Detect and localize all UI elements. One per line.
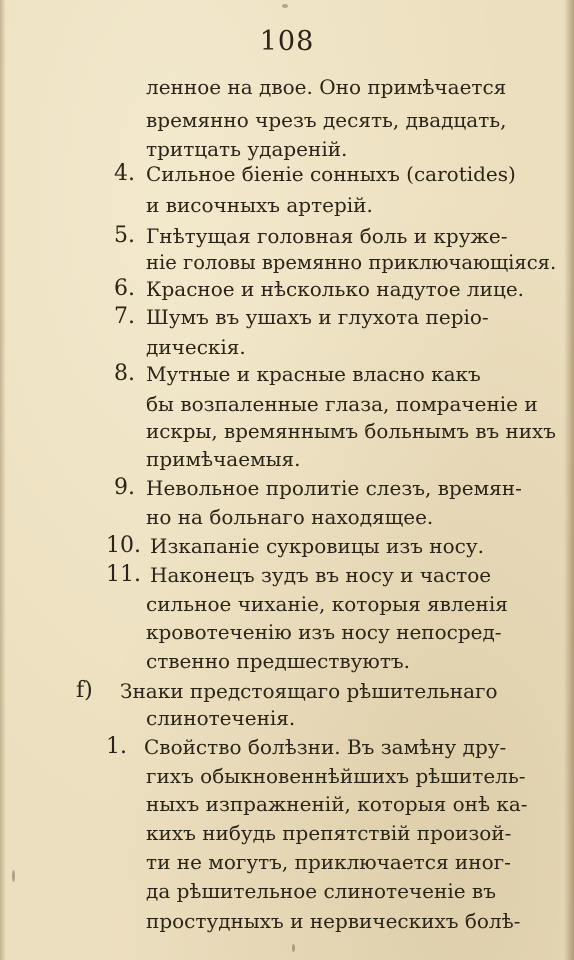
- line-text: Свойство болѣзни. Въ замѣну дру-: [144, 735, 507, 759]
- item-number: 9.: [114, 475, 135, 500]
- line-text: бы возпаленные глаза, помраченiе и: [146, 392, 538, 416]
- line-text: кихъ нибудь препятствiй произой-: [146, 821, 512, 845]
- line-text: гихъ обыкновеннѣйшихъ рѣшитель-: [146, 764, 526, 788]
- line-text: Изкапанiе сукровицы изъ носу.: [150, 534, 485, 558]
- line-text: да рѣшительное слинотеченiе въ: [146, 879, 496, 903]
- item-number: 4.: [114, 161, 135, 186]
- line-text: слинотеченiя.: [146, 706, 296, 730]
- line-text: искры, времяннымъ больнымъ въ нихъ: [146, 419, 556, 443]
- line-text: и височныхъ артерiй.: [146, 193, 373, 217]
- text-line: [0, 644, 574, 678]
- text-line: [0, 157, 574, 191]
- line-text: ныхъ изпражненiй, которыя онѣ ка-: [146, 792, 528, 816]
- line-text: сильное чиханiе, которыя явленiя: [146, 592, 508, 616]
- text-line: [0, 874, 574, 908]
- line-text: Мутные и красные власно какъ: [146, 362, 481, 386]
- item-number: 7.: [114, 304, 135, 329]
- text-line: [0, 188, 574, 222]
- line-text: Наконецъ зудъ въ носу и частое: [150, 563, 492, 587]
- item-number: 8.: [114, 361, 135, 386]
- text-line: [0, 300, 574, 334]
- ink-speck: [12, 870, 15, 882]
- text-line: [0, 357, 574, 391]
- line-text: кровотеченiю изъ носу непосред-: [146, 620, 502, 644]
- line-text: ти не могутъ, приключается иног-: [146, 850, 511, 874]
- item-number: 11.: [106, 562, 141, 587]
- line-text: ленное на двое. Оно примѣчается: [146, 75, 507, 99]
- line-text: Гнѣтущая головная боль и круже-: [146, 224, 508, 248]
- item-number: 6.: [114, 276, 135, 301]
- page-number: 108: [259, 26, 315, 57]
- text-line: [0, 904, 574, 938]
- line-text: дическiя.: [146, 335, 246, 359]
- line-text: Сильное бiенiе сонныхъ (carotides): [146, 162, 516, 186]
- line-text: Невольное пролитiе слезъ, времян-: [146, 476, 522, 500]
- ink-speck: [292, 944, 295, 952]
- line-text: Знаки предстоящаго рѣшительнаго: [120, 679, 498, 703]
- ink-speck: [282, 4, 288, 8]
- line-text: примѣчаемыя.: [146, 447, 301, 471]
- item-number: 5.: [114, 223, 135, 248]
- item-number: 1.: [106, 734, 127, 759]
- line-text: простудныхъ и нервическихъ болѣ-: [146, 909, 521, 933]
- line-text: Красное и нѣсколько надутое лице.: [146, 277, 525, 301]
- item-number: f): [76, 678, 93, 703]
- line-text: ственно предшествуютъ.: [146, 649, 410, 673]
- line-text: времянно чрезъ десять, двадцать,: [146, 108, 507, 132]
- item-number: 10.: [106, 533, 141, 558]
- line-text: тритцать ударенiй.: [146, 137, 348, 161]
- line-text: Шумъ въ ушахъ и глухота перiо-: [146, 305, 489, 329]
- text-line: [0, 70, 574, 104]
- line-text: но на больнаго находящее.: [146, 505, 434, 529]
- line-text: нiе головы времянно приключающiяся.: [146, 250, 557, 274]
